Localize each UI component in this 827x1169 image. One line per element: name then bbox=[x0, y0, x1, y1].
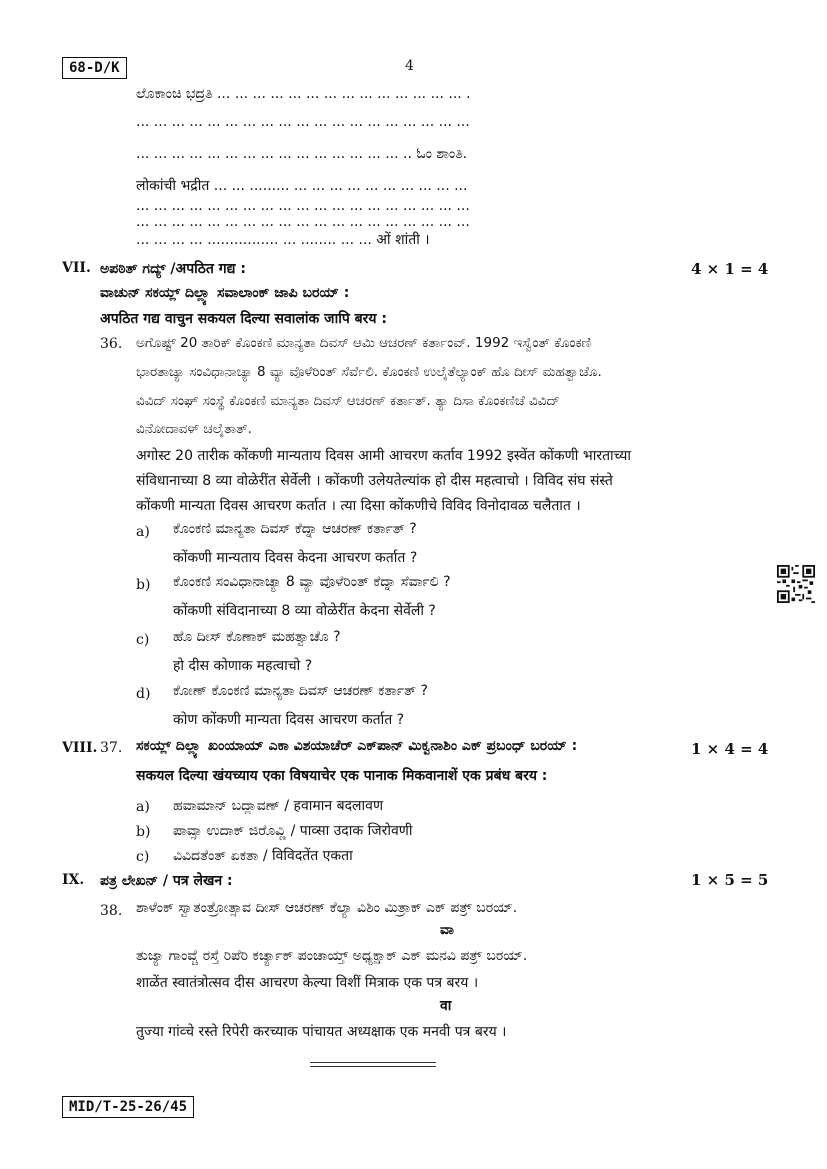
or-separator-dv: वा bbox=[440, 998, 452, 1014]
passage-kn-line-1: ಅಗೊಷ್ಟ್ 20 ತಾರಿಕ್ ಕೊಂಕಣಿ ಮಾನ್ಯತಾ ದಿವಸ್ ಆಮಿ ಆಚರಣ್ ಕರ್ತಾಂವ್. 1992 ಇಸ್ವೆಂತ್ ಕೊಂಕಣಿ bbox=[136, 335, 592, 351]
section-7-instruction-dv: अपठित गद्य वाचुन सकयल दिल्या सवालांक जापि बरय : bbox=[100, 311, 387, 327]
letter-dv-option-2: तुज्या गांव्चे रस्ते रिपेरी करच्याक पांचायत अध्यक्षाक एक मनवी पत्र बरय । bbox=[136, 1024, 507, 1040]
letter-kn-option-1: ಶಾಳೆಂಕ್ ಸ್ವಾತಂತ್ರೋತ್ಸಾವ ದೀಸ್ ಆಚರಣ್ ಕೆಲ್ಯಾ ವಿಶಿಂ ಮಿತ್ರಾಕ್ ಎಕ್ ಪತ್ರ್ ಬರಯ್. bbox=[136, 900, 518, 916]
passage-kn-line-2: ಭಾರತಾಚ್ಯಾ ಸಂವಿಧಾನಾಚ್ಯಾ 8 ವ್ಯಾ ವೊಳೆರಿಂತ್ ಸೆರ್ವೆಲಿ. ಕೊಂಕಣಿ ಉಲೈತೆಲ್ಯಾಂಕ್ ಹೊ ದೀಸ್ ಮಹತ್ವಾಚೊ. bbox=[136, 364, 602, 380]
subquestion-b-label: b) bbox=[136, 577, 151, 593]
passage-kn-line-4: ವಿನೋದಾವಳ್ ಚಲೈತಾತ್. bbox=[136, 421, 252, 437]
subquestion-c-label: c) bbox=[136, 632, 150, 648]
poem-kn-line-2: ... ... ... ... ... ... ... ... ... ... ... ... ... ... ... ... ... ... ... bbox=[136, 114, 470, 130]
section-8-number: VIII. bbox=[62, 740, 98, 756]
end-rule-top bbox=[310, 1062, 436, 1063]
passage-dv-line-2: संविधानाच्या 8 व्या वोळेरींत सेर्वेली । कोंकणी उलेयतेल्यांक हो दीस महत्वाचो । विविद संघ संस्ते bbox=[136, 473, 613, 489]
question-37-number: 37. bbox=[100, 740, 123, 756]
poem-kn-line-1: ಲೊಕಾಂಚಿ ಭದ್ರತಿ ... ... ... ... ... ... ... ... ... ... ... ... ... ... . bbox=[136, 86, 471, 102]
question-38-number: 38. bbox=[100, 903, 123, 919]
letter-kn-option-2: ತುಜ್ಯಾ ಗಾಂವ್ಚೆ ರಸ್ತೆ ರಿಪೆರಿ ಕರ್ಚ್ಯಾಕ್ ಪಂಚಾಯ್ತ್ ಅಧ್ಯಕ್ಷಾಕ್ ಎಕ್ ಮನವಿ ಪತ್ರ್ ಬರಯ್. bbox=[136, 948, 528, 964]
subquestion-d-label: d) bbox=[136, 686, 151, 702]
passage-dv-line-1: अगोस्ट 20 तारीक कोंकणी मान्यताय दिवस आमी आचरण कर्ताव 1992 इस्वेंत कोंकणी भारताच्या bbox=[136, 448, 631, 464]
essay-option-a-label: a) bbox=[136, 799, 150, 815]
essay-option-a: ಹವಾಮಾನ್ ಬದ್ಲಾವಣ್ / हवामान बदलावण bbox=[173, 798, 384, 814]
section-8-title-dv: सकयल दिल्या खंयच्याय एका विषयाचेर एक पानाक मिकवानाशें एक प्रबंध बरय : bbox=[136, 768, 548, 784]
section-7-title: ಅಪಠಿತ್ ಗದ್ಯ್ /अपठित गद्य : bbox=[100, 261, 246, 277]
section-7-number: VII. bbox=[62, 260, 91, 276]
section-9-number: IX. bbox=[62, 872, 85, 888]
essay-option-c-label: c) bbox=[136, 849, 150, 865]
section-7-instruction-kn: ವಾಚುನ್ ಸಕಯ್ಲ್ ದಿಲ್ಲ್ಯಾ ಸವಾಲಾಂಕ್ ಜಾಪಿ ಬರಯ್ : bbox=[100, 285, 350, 301]
passage-kn-line-3: ವಿವಿದ್ ಸಂಘ್ ಸಂಸ್ಥೆ ಕೊಂಕಣಿ ಮಾನ್ಯತಾ ದಿವಸ್ ಆಚರಣ್ ಕರ್ತಾತ್. ತ್ಯಾ ದಿಸಾ ಕೊಂಕಣಿಚೆ ವಿವಿದ್ bbox=[136, 393, 560, 409]
end-rule-bottom bbox=[310, 1066, 436, 1067]
subquestion-a-dv: कोंकणी मान्यताय दिवस केदना आचरण कर्तात ? bbox=[173, 550, 418, 566]
letter-dv-option-1: शाळेंत स्वातंत्रोत्सव दीस आचरण केल्या विशीं मित्राक एक पत्र बरय । bbox=[136, 975, 479, 991]
poem-dv-line-1: लोकांची भद्रीत ... ... ......... ... ... ... ... ... ... ... ... ... ... bbox=[136, 178, 468, 194]
subquestion-c-kn: ಹೊ ದೀಸ್ ಕೊಣಾಕ್ ಮಹತ್ವಾಚೊ ? bbox=[173, 629, 341, 645]
passage-dv-line-3: कोंकणी मान्यता दिवस आचरण कर्तात । त्या दिसा कोंकणीचे विविद विनोदावळ चलैतात । bbox=[136, 498, 581, 514]
page-number: 4 bbox=[405, 58, 414, 74]
paper-code: 68-D/K bbox=[62, 57, 127, 79]
question-36-number: 36. bbox=[100, 336, 123, 352]
essay-option-b-label: b) bbox=[136, 824, 151, 840]
subquestion-b-dv: कोंकणी संविदानाच्या 8 व्या वोळेरींत केदना सेर्वेली ? bbox=[173, 603, 436, 619]
section-8-marks: 1 × 4 = 4 bbox=[691, 740, 769, 758]
essay-option-c: ವಿವಿದತೆಂತ್ ಏಕತಾ / विविदतेंत एकता bbox=[173, 848, 353, 864]
subquestion-d-kn: ಕೋಣ್ ಕೊಂಕಣಿ ಮಾನ್ಯತಾ ದಿವಸ್ ಆಚರಣ್ ಕರ್ತಾತ್ ? bbox=[173, 683, 428, 699]
poem-dv-line-3: ... ... ... ... ... ... ... ... ... ... ... ... ... ... ... ... ... ... ... bbox=[136, 214, 470, 230]
poem-kn-line-3: ... ... ... ... ... ... ... ... ... ... ... ... ... ... ... .. ಓಂ ಶಾಂತಿ. bbox=[136, 146, 468, 162]
poem-dv-line-2: ... ... ... ... ... ... ... ... ... ... ... ... ... ... ... ... ... ... ... bbox=[136, 198, 470, 214]
qr-code-icon bbox=[777, 565, 815, 603]
section-9-title: ಪತ್ರ ಲೇಖನ್ / पत्र लेखन : bbox=[100, 873, 233, 889]
section-8-title-kn: ಸಕಯ್ಲ್ ದಿಲ್ಲ್ಯಾ ಖಂಯಾಯ್ ಎಕಾ ವಿಶಯಾಚೆರ್ ಎಕ್‌ಪಾನ್ ಮಿಕ್ವನಾಶಿಂ ಎಕ್ ಪ್ರಬಂಧ್ ಬರಯ್ : bbox=[136, 738, 578, 754]
section-9-marks: 1 × 5 = 5 bbox=[691, 871, 769, 889]
section-7-marks: 4 × 1 = 4 bbox=[691, 260, 769, 278]
subquestion-b-kn: ಕೊಂಕಣಿ ಸಂವಿಧಾನಾಚ್ಯಾ 8 ವ್ಯಾ ವೊಳೆರಿಂತ್ ಕೆದ್ನಾ ಸೆರ್ವಾಲಿ ? bbox=[173, 574, 451, 590]
subquestion-a-kn: ಕೊಂಕಣಿ ಮಾನ್ಯತಾ ದಿವಸ್ ಕೆದ್ನಾ ಆಚರಣ್ ಕರ್ತಾತ್ ? bbox=[173, 521, 417, 537]
poem-dv-line-4: ... ... ... ... ................ ... ........ ... ... ओं शांती । bbox=[136, 232, 430, 248]
footer-code: MID/T-25-26/45 bbox=[62, 1096, 194, 1118]
subquestion-c-dv: हो दीस कोणाक महत्वाचो ? bbox=[173, 658, 313, 674]
subquestion-d-dv: कोण कोंकणी मान्यता दिवस आचरण कर्तात ? bbox=[173, 712, 405, 728]
subquestion-a-label: a) bbox=[136, 524, 150, 540]
essay-option-b: ಪಾವ್ಸಾ ಉದಾಕ್ ಜಿರೊವ್ಣಿ / पाव्सा उदाक जिरोवणी bbox=[173, 823, 413, 839]
or-separator-kn: ವಾ bbox=[440, 922, 454, 938]
